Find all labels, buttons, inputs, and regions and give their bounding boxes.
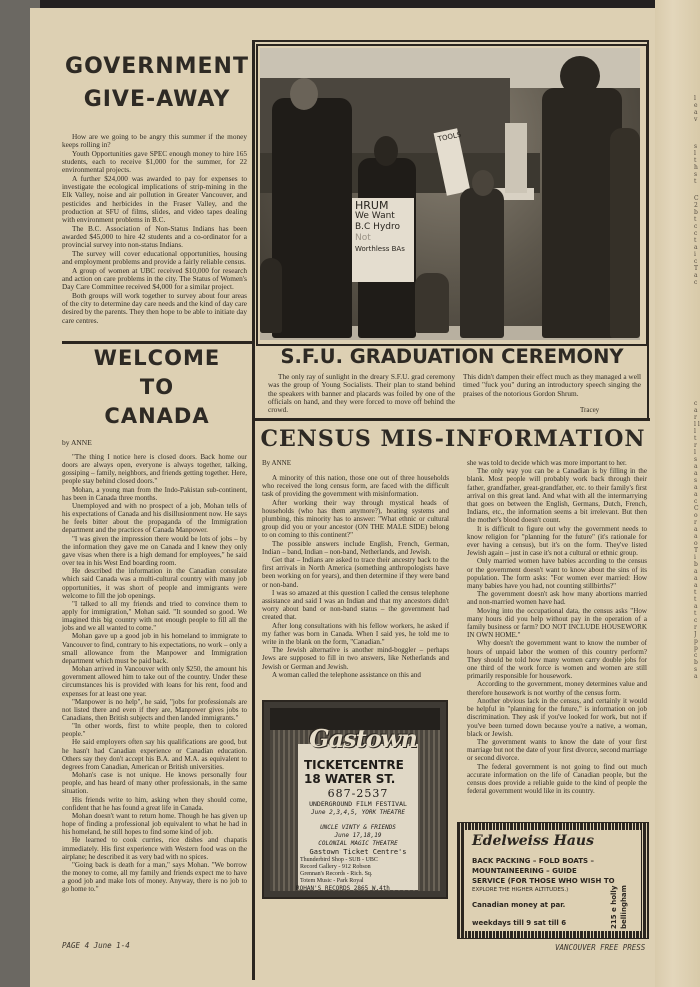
paragraph: The B.C. Association of Non-Status Indians has been awarded $45,000 to hire 42 students and a co-ordinator for a provincial survey into non-status Indians.: [62, 223, 247, 250]
sfu-signature: Tracey: [580, 406, 600, 414]
sign-line: Not: [355, 233, 371, 243]
welcome-headline-1: WELCOME: [93, 346, 221, 370]
welcome-headline-3: CANADA: [104, 404, 210, 428]
sfu-box-top: [255, 40, 649, 42]
sign-line: HRUM: [355, 199, 389, 212]
paragraph: Mohan doesn't want to return home. Though he has given up hope of finding a professional job equivalent to what he had in his homeland, he still hopes to find some kind of job.: [62, 811, 247, 837]
ad-line: MOUNTAINEERING – GUIDE: [472, 867, 577, 875]
paragraph: After long consultations with his fellow workers, he asked if my father was born in Canada. When I said yes, he told me to write in the blank on the form, "Canadian.": [262, 621, 449, 647]
paragraph: Get that – Indians are asked to trace their ancestry back to the first arrivals in North America (something anthropologists have been working on for years), and then determine if they were band or non-band.: [262, 556, 449, 589]
gastown-ticket-centre-ad: [262, 700, 448, 899]
paragraph: A minority of this nation, those one out of three households who received the long census form, are faced with the difficult task of providing the government with misinformation.: [262, 474, 449, 499]
photo-figure-right: [610, 128, 640, 338]
paragraph: The federal government is not going to find out much accurate information on the life of Canadian people, but the census does provide a reliable guide to the kind of people the federal government would like in its country.: [467, 762, 647, 796]
paragraph: I was so amazed at this question I called the census telephone assistance and said I was an Indian and that my ancestors didn't worry about band or non-band status – the government had created that.: [262, 588, 449, 622]
sign-line: We Want: [355, 211, 395, 221]
paragraph: The Jewish alternative is another mind-boggler – perhaps Jews are supposed to fill in two answers, like Netherlands and Jewish or German and Jewish.: [262, 646, 449, 671]
page-footer-right: VANCOUVER FREE PRESS: [555, 943, 646, 952]
photo-head: [472, 170, 494, 196]
giveaway-headline-2: GIVE-AWAY: [83, 87, 231, 112]
paragraph: "Going back is death for a man," says Mohan. "We borrow the money to come, all my family and friends expect me to have a good job and make lots of money. Anyway, there is no job to go home to.": [62, 860, 247, 894]
photo-figure-seated-2: [415, 273, 449, 333]
paragraph: A further $24,000 was awarded to pay for expenses to investigate the ecological implications of strip-mining in the Elk Valley, noise and air pollution in Greater Vancouver, and pesticides and herbicides in the Fraser Valley, and the production at SFU of films, slides, and video tapes dealing with environment problems in B.C.: [62, 173, 247, 225]
ad-address-line: 215 e holly: [610, 885, 618, 929]
paragraph: According to the government, money determines value and therefore housework is not worthy of the census form.: [467, 680, 647, 697]
paragraph: He described the information in the Canadian consulate which said Canada was a multi-cultural country with many job opportunities, it was short of people and immigrants were welcome to fill the job openings.: [62, 567, 247, 600]
paragraph: Mohan arrived in Vancouver with only $250, the amount his government allowed him to take out of the country. Under these circumstances his is provided with loans for his rent, food and expenses for at least one year.: [62, 665, 247, 698]
paragraph: His friends write to him, asking when they should come, confident that he has found a great life in Canada.: [62, 795, 247, 812]
edelweiss-haus-ad: [457, 822, 649, 939]
rule-under-sfu: [255, 418, 650, 421]
ad-event1: UNDERGROUND FILM FESTIVAL: [309, 800, 407, 808]
sfu-headline: S.F.U. GRADUATION CEREMONY: [280, 345, 624, 368]
ad-outlet: Totem Music - Park Royal: [300, 878, 364, 884]
page-footer-left: PAGE 4 June 1-4: [62, 941, 130, 950]
paragraph: The only way you can be a Canadian is by filling in the blank. Most people will probably work back through their father, grandfather, great-grandfather, etc. to their family's first arrival on this great land. And what with all the intermarrying that goes on between the English, Germans, Dutch, French, Indians, etc., the information seems a bit irrelevant. But then the mother's blood doesn't count.: [467, 467, 647, 525]
paragraph: Both groups will work together to survey about four areas of the city to determine day care needs and the kind of day care desired by the parents. They then hope to be able to initiate day care centres.: [62, 290, 247, 325]
paragraph: Mohan's case is not unique. He knows personally four people, and has heard of many other professionals, in the same situation.: [62, 771, 247, 796]
ad-address: 18 WATER ST.: [304, 772, 396, 786]
sign-line: B.C Hydro: [355, 222, 400, 232]
paragraph: Youth Opportunities gave SPEC enough money to hire 165 students, each to receive $1,000 for the summer, for 22 environmental projects.: [62, 148, 247, 175]
ad-last-outlet: ROHAN'S RECORDS 2865 W.4th: [296, 885, 390, 892]
census-byline: By ANNE: [262, 459, 291, 467]
paragraph: The government doesn't ask how many abortions married and non-married women have had.: [467, 590, 647, 607]
sfu-text-col2: This didn't dampen their effect much as they managed a well timed "fuck you" during an introductory speech singing the praises of the notorious Gordon Shrum.: [463, 372, 641, 398]
paragraph: The survey will cover educational opportunities, housing and employment problems and provide a fairly reliable census.: [62, 248, 247, 267]
paragraph: Unemployed and with no prospect of a job, Mohan tells of his expectations of Canada and his disillusionment now. He says he feels bitter about the propaganda of the Immigration department and the practices of Canada Manpower.: [62, 501, 247, 535]
paragraph: A group of women at UBC received $10,000 for research and action on care problems in the city. The Status of Women's Day Care Committee received $4,000 for a similar project.: [62, 265, 247, 292]
census-text-col2: [467, 459, 647, 795]
column-rule-left: [252, 40, 255, 980]
sfu-text-col1: The only ray of sunlight in the dreary S.F.U. grad ceremony was the group of Young Socialists. Their plan to stand behind the speakers with banner and placards was foiled by one of the officials on hand, and they were forced to move off behind the crowd.: [268, 372, 455, 415]
photo-head: [560, 56, 600, 96]
next-page-fragment: C 2 b t c c t a i c T a c: [694, 195, 699, 286]
paragraph: she was told to decide which was more important to her.: [467, 459, 627, 467]
protest-sign: [352, 198, 414, 282]
ad-event2-venue: COLONIAL MAGIC THEATRE: [318, 840, 398, 847]
ad-event2: UNCLE VINTY & FRIENDS: [320, 824, 396, 831]
welcome-article: [62, 453, 247, 893]
ad-event2-dates: June 17,18,19: [334, 832, 382, 839]
photo-figure-suit: [272, 98, 352, 338]
edelweiss-title: Edelweiss Haus: [472, 833, 594, 849]
paragraph: A woman called the telephone assistance on this and: [272, 670, 421, 679]
ad-event1-dates: June 2,3,4,5, YORK THEATRE: [311, 809, 405, 816]
ad-address-vertical: [608, 853, 638, 933]
paragraph: "I talked to all my friends and tried to convince them to apply for immigration," Mohan said. "It sounded so good. We imagined this big country with not enough people to fill all the jobs and we all wanted to come.": [62, 599, 247, 633]
giveaway-article: [62, 133, 247, 325]
ad-line: SERVICE (FOR THOSE WHO WISH TO: [472, 877, 615, 885]
rule-under-giveaway: [62, 341, 252, 344]
paragraph: Mohan, a young man from the Indo-Pakistan sub-continent, has been in Canada three months.: [62, 485, 247, 502]
ad-outlet: Record Gallery - 912 Robson: [300, 864, 371, 870]
paragraph: The government wants to know the date of your first marriage but not the date of your first divorce, second marriage or second divorce.: [467, 737, 647, 763]
next-page-fragment: c a r l l l t r l s a a s a a c C o r a a o T i b a a a t t a t c r J p p c b s a: [694, 400, 700, 680]
photo-head: [290, 78, 318, 110]
paragraph: He said employers often say his qualifications are good, but he hasn't had Canadian experience or Canadian education. Others say they don't accept his B.A. and M.A. as equivalent to degrees from Canadian, American or British universities.: [62, 738, 247, 771]
ad-outlet: Grennan's Records - Rich. Sq.: [300, 871, 373, 877]
paragraph: It is difficult to figure out why the government needs to know religion for "planning for the future" (it's rationale for ever having a census), but it's on the form. They've listed Jewish again – just in case it's not a cultural or ethnic group.: [467, 524, 647, 558]
census-headline: CENSUS MIS-INFORMATION: [260, 426, 646, 452]
ad-line: Canadian money at par.: [472, 901, 566, 909]
next-page-fragment: s l t h s t: [694, 143, 698, 185]
paragraph: "The thing I notice here is closed doors. Back home our doors are always open, everyone is always together, talking, gossiping – family, neighbors, and friends getting together. Here, people stay behind closed doors.": [62, 453, 247, 486]
gastown-logo: Gastown: [309, 724, 417, 753]
photo-head: [374, 136, 398, 166]
paragraph: He learned to cook curries, rice dishes and chapatis immediately. His first experience with Western food was on the airplane; he described it as very bad with no spices.: [62, 836, 247, 861]
sign-line: Worthless BAs: [355, 245, 405, 253]
paragraph: After working their way through mystical heads of households (who has them anymore?), heating systems and plumbing, this minority has to answer: "What ethnic or cultural group did you or your ancestor (ON THE MALE SIDE) belong to on coming to this continent?": [262, 498, 449, 540]
protest-sign-2: TOOLS: [434, 128, 471, 196]
ad-address-line: bellingham: [620, 885, 628, 929]
paragraph: Moving into the occupational data, the census asks "How many hours did you help without pay in the operation of a family business or farm? DO NOT INCLUDE HOUSEWORK IN OWN HOME.": [467, 606, 647, 640]
ad-outlet: Thunderbird Shop - SUB - UBC: [300, 857, 378, 863]
census-text-col1: [262, 474, 449, 679]
ad-line: weekdays till 9 sat till 6: [472, 919, 567, 927]
paragraph: Another obvious lack in the census, and certainly it would be helpful in "planning for the future," is information on job discrimination. They ask if you've looked for work, but not if you've been turned down because you're a native, a woman, black or Jewish.: [467, 696, 647, 738]
paragraph: Mohan gave up a good job in his homeland to immigrate to Vancouver to find, contrary to his expectations, no work – only a small allowance from the Manpower and Immigration department which must be paid back.: [62, 632, 247, 665]
sfu-protest-photo: [260, 48, 640, 340]
next-page-fragment: l e a v: [694, 95, 698, 123]
ad-name: TICKETCENTRE: [304, 758, 404, 772]
paragraph: "In other words, first to white people, then to colored people.": [62, 722, 247, 739]
welcome-byline: by ANNE: [62, 438, 92, 447]
giveaway-headline-1: GOVERNMENT: [65, 54, 249, 79]
paragraph: The possible answers include English, French, German, Indian – band, Indian – non-band, Netherlands, and Jewish.: [262, 539, 449, 556]
welcome-headline-2: TO: [139, 375, 175, 399]
paragraph: "Manpower is no help", he said, "jobs for professionals are not listed there and even if they are, Manpower gives jobs to Canadians, then British subjects and then landed immigrants.": [62, 697, 247, 722]
ad-phone: 687-2537: [327, 787, 389, 800]
ad-line: EXPLORE THE HIGHER ALTITUDES.): [472, 887, 569, 893]
ad-outlets-title: Gastown Ticket Centre's: [309, 848, 407, 856]
paragraph: Why doesn't the government want to know the number of hours of unpaid labor the women of this country perform? They should be told how many women carry double jobs for one third of the work force is women and women are still primarily responsible for housework.: [467, 639, 647, 681]
photo-figure-seated: [260, 258, 282, 333]
paragraph: Only married women have babies according to the census or the government doesn't want to know about the sins of its population. The form asks: "For women ever married: How many babies have you had, not counting stillbirths?": [467, 557, 647, 591]
paragraph: How are we going to be angry this summer if the money keeps rolling in?: [62, 132, 247, 150]
paragraph: "I was given the impression there would be lots of jobs – by the information they gave me on Canada and I knew they only gave visas when there is a high demand for employees," he said over tea in his West End boarding room.: [62, 534, 247, 568]
photo-figure-child: [460, 188, 504, 338]
ad-line: BACK PACKING – FOLD BOATS –: [472, 857, 594, 865]
protest-banner-2: [505, 123, 527, 193]
